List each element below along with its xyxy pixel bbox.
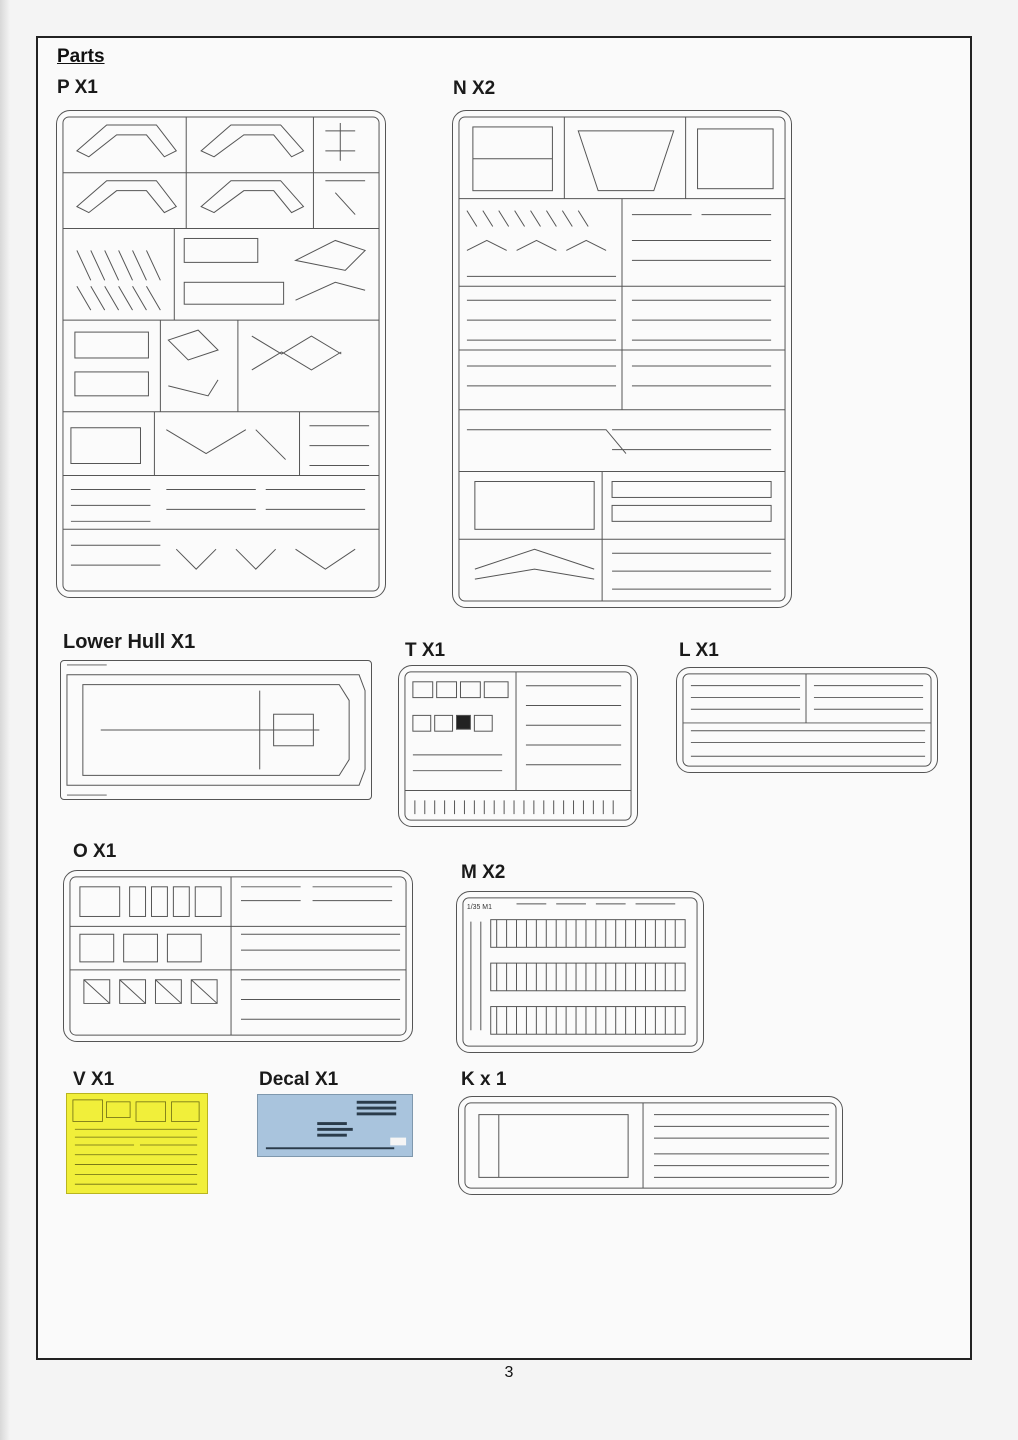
- sprue-n-drawing: [453, 111, 791, 607]
- sprue-l: [676, 667, 938, 773]
- sprue-o-drawing: [64, 871, 412, 1041]
- sprue-o: [63, 870, 413, 1042]
- sprue-p-label: P X1: [57, 77, 98, 98]
- sprue-l-label: L X1: [679, 640, 719, 661]
- page-title: Parts: [57, 46, 105, 67]
- decal-drawing: [258, 1095, 412, 1156]
- sprue-t-drawing: [399, 666, 637, 826]
- lower-hull-label: Lower Hull X1: [63, 631, 196, 653]
- sprue-t-label: T X1: [405, 640, 446, 661]
- page-spine-shadow: [0, 0, 10, 1440]
- sprue-m-label: M X2: [461, 862, 506, 883]
- sprue-k-label: K x 1: [461, 1069, 507, 1090]
- page-number: 3: [504, 1364, 514, 1381]
- photo-etch-drawing: [67, 1094, 207, 1193]
- decal-sheet: [257, 1094, 413, 1157]
- photo-etch-v-label: V X1: [73, 1069, 115, 1090]
- sprue-p: [56, 110, 386, 598]
- sprue-t: [398, 665, 638, 827]
- lower-hull-part: [60, 660, 372, 800]
- sprue-p-drawing: [57, 111, 385, 597]
- sprue-m-drawing: [457, 892, 703, 1052]
- sprue-l-drawing: [677, 668, 937, 772]
- sprue-k: [458, 1096, 843, 1195]
- sprue-n-label: N X2: [453, 78, 496, 99]
- sprue-k-drawing: [459, 1097, 842, 1194]
- lower-hull-drawing: [61, 661, 371, 799]
- sprue-m-tag: 1/35 M1: [466, 903, 492, 911]
- sprue-n: [452, 110, 792, 608]
- sprue-o-label: O X1: [73, 841, 117, 862]
- sprue-m: [456, 891, 704, 1053]
- decal-label: Decal X1: [259, 1069, 339, 1090]
- photo-etch-fret: [66, 1093, 208, 1194]
